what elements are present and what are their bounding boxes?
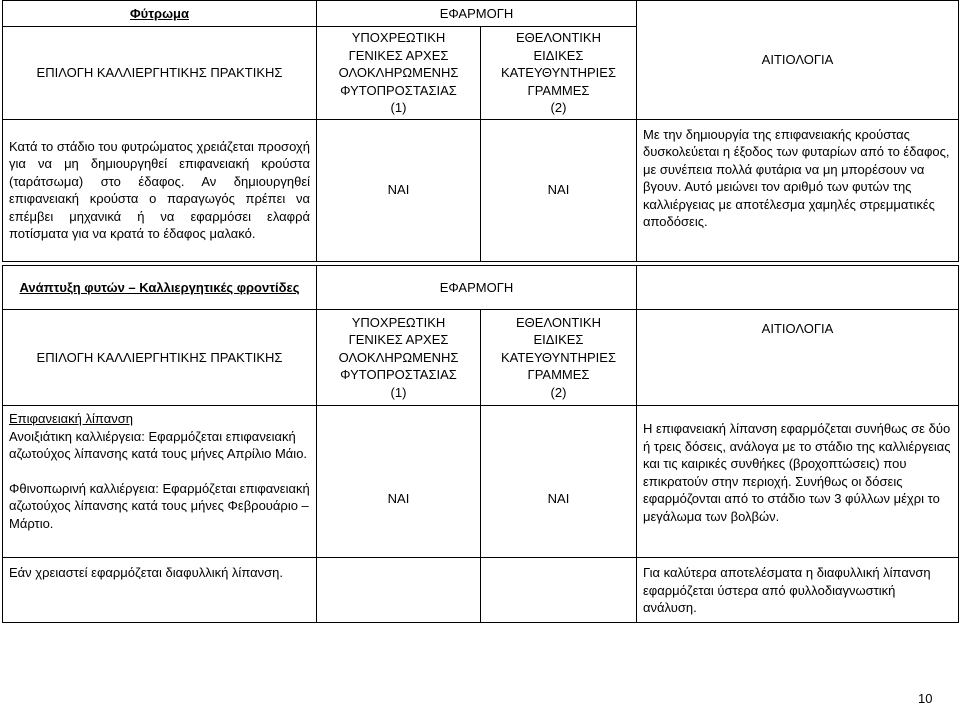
header-application: ΕΦΑΡΜΟΓΗ <box>317 266 637 310</box>
header-mandatory: ΥΠΟΧΡΕΩΤΙΚΗ ΓΕΝΙΚΕΣ ΑΡΧΕΣ ΟΛΟΚΛΗΡΩΜΕΝΗΣ ΦΥΤΟΠΡΟΣΤΑΣΙΑΣ (1) <box>317 310 481 406</box>
table-germination <box>2 0 959 262</box>
reason-text: Η επιφανειακή λίπανση εφαρμόζεται συνήθως σε δύο ή τρεις δόσεις, ανάλογα με το στάδιο της καλλιέργειας και τις καιρικές συνθήκες (βροχοπτώσεις) που επικρατούν στην περιοχή. Συνήθως οι δόσεις εφαρμόζονται από το στάδιο των 3 φύλλων μέχρι το μεγάλωμα των βολβών. <box>637 406 959 558</box>
header-mandatory: ΥΠΟΧΡΕΩΤΙΚΗ ΓΕΝΙΚΕΣ ΑΡΧΕΣ ΟΛΟΚΛΗΡΩΜΕΝΗΣ ΦΥΤΟΠΡΟΣΤΑΣΙΑΣ (1) <box>317 27 481 120</box>
voluntary-empty <box>481 558 637 623</box>
table-growth <box>2 265 959 623</box>
voluntary-value: ΝΑΙ <box>481 406 637 558</box>
reason-text: Με την δημιουργία της επιφανειακής κρούστας δυσκολεύεται η έξοδος των φυταρίων από το έδαφος, με συνέπεια πολλά φυτάρια να μη μπορέσουν να βγουν. Αυτό μειώνει τον αριθμό των φυτών της καλλιέργειας με αποτέλεσμα χαμηλές στρεμματικές αποδόσεις. <box>637 119 959 261</box>
section-title-growth: Ανάπτυξη φυτών – Καλλιεργητικές φροντίδες <box>3 266 317 310</box>
practice-cell <box>3 406 317 558</box>
practice-autumn: Φθινοπωρινή καλλιέργεια: Εφαρμόζεται επιφανειακή αζωτούχος λίπανσης κατά τους μήνες Φεβρουάριο – Μάρτιο. <box>9 480 310 531</box>
header-application: ΕΦΑΡΜΟΓΗ <box>317 1 637 27</box>
mandatory-value: ΝΑΙ <box>317 406 481 558</box>
mandatory-value: ΝΑΙ <box>317 119 481 261</box>
header-reason: ΑΙΤΙΟΛΟΓΙΑ <box>637 310 959 406</box>
practice-foliar: Εάν χρειαστεί εφαρμόζεται διαφυλλική λίπανση. <box>3 558 317 623</box>
header-practice: ΕΠΙΛΟΓΗ ΚΑΛΛΙΕΡΓΗΤΙΚΗΣ ΠΡΑΚΤΙΚΗΣ <box>3 310 317 406</box>
practice-spring: Ανοιξιάτικη καλλιέργεια: Εφαρμόζεται επιφανειακή αζωτούχος λίπανσης κατά τους μήνες Απρίλιο Μάιο. <box>9 428 308 461</box>
practice-title: Επιφανειακή λίπανση <box>9 411 133 426</box>
header-reason: ΑΙΤΙΟΛΟΓΙΑ <box>637 1 959 120</box>
header-voluntary: ΕΘΕΛΟΝΤΙΚΗ ΕΙΔΙΚΕΣ ΚΑΤΕΥΘΥΝΤΗΡΙΕΣ ΓΡΑΜΜΕΣ (2) <box>481 310 637 406</box>
header-practice: ΕΠΙΛΟΓΗ ΚΑΛΛΙΕΡΓΗΤΙΚΗΣ ΠΡΑΚΤΙΚΗΣ <box>3 27 317 120</box>
header-voluntary: ΕΘΕΛΟΝΤΙΚΗ ΕΙΔΙΚΕΣ ΚΑΤΕΥΘΥΝΤΗΡΙΕΣ ΓΡΑΜΜΕΣ (2) <box>481 27 637 120</box>
voluntary-value: ΝΑΙ <box>481 119 637 261</box>
header-empty <box>637 266 959 310</box>
mandatory-empty <box>317 558 481 623</box>
reason-foliar: Για καλύτερα αποτελέσματα η διαφυλλική λίπανση εφαρμόζεται ύστερα από φυλλοδιαγνωστική ανάλυση. <box>637 558 959 623</box>
practice-text: Κατά το στάδιο του φυτρώματος χρειάζεται προσοχή για να μη δημιουργηθεί επιφανειακή κρούστα (ταράτσωμα) στο έδαφος. Αν δημιουργηθεί επιφανειακή κρούστα ο παραγωγός πρέπει να επέμβει μηχανικά ή να εφαρμόσει ελαφρά ποτίσματα για να κρατά το έδαφος μαλακό. <box>3 119 317 261</box>
section-title-germination: Φύτρωμα <box>3 1 317 27</box>
page-number: 10 <box>918 691 933 706</box>
